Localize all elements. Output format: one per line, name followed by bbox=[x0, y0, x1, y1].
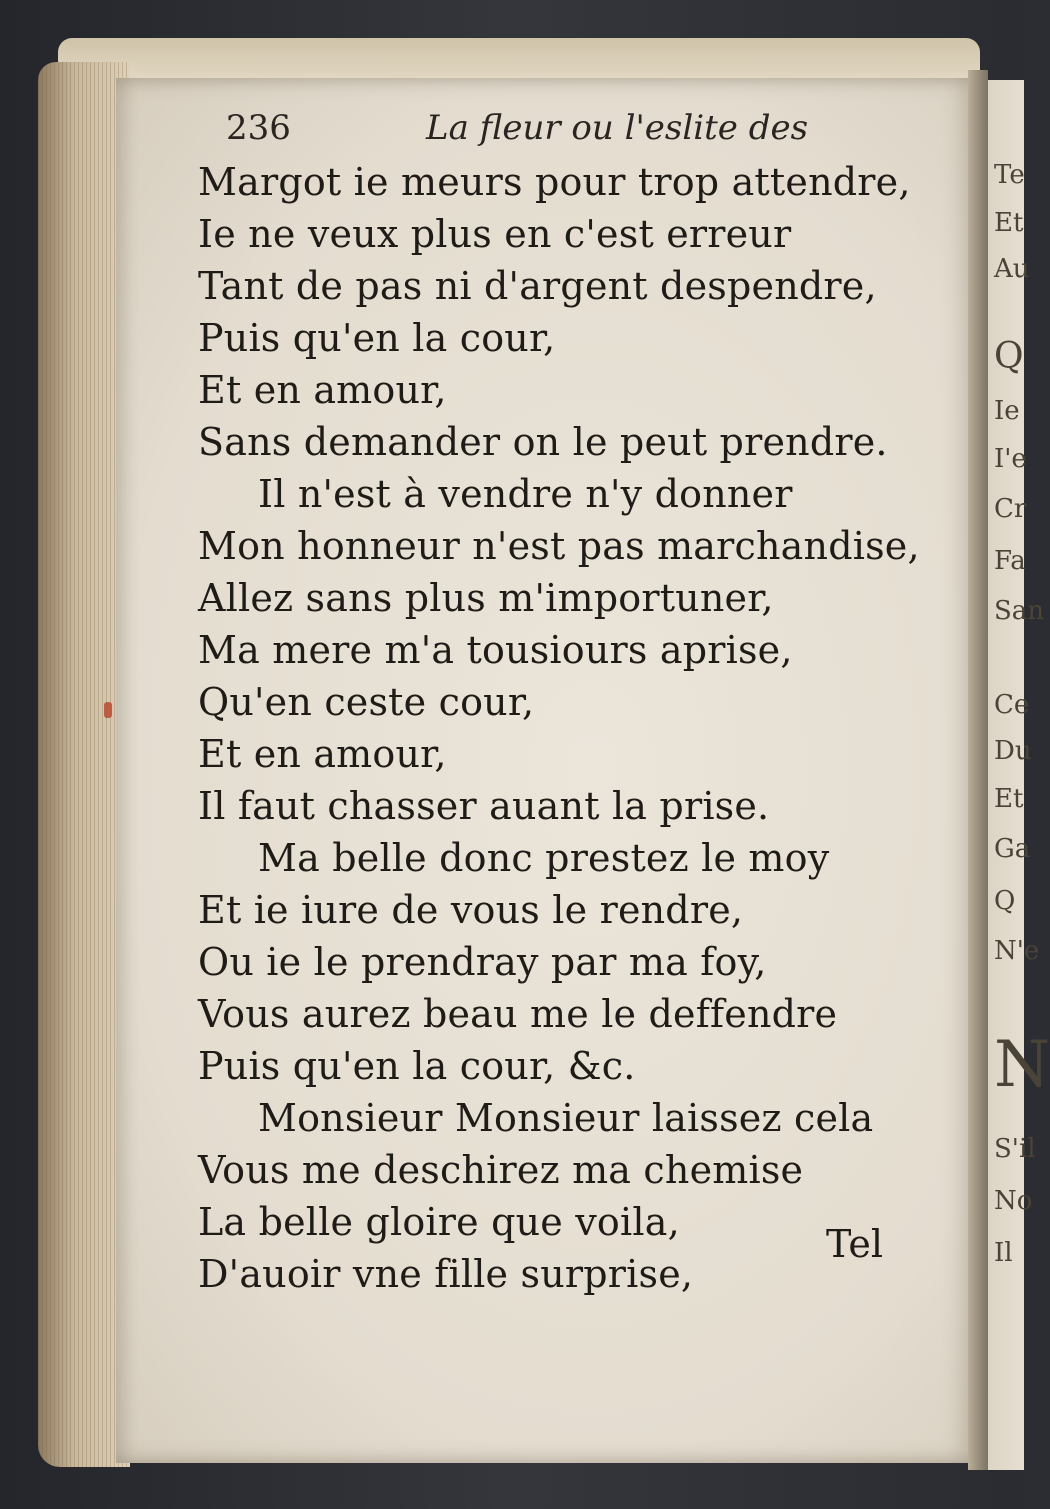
verse-line: Vous me deschirez ma chemise bbox=[198, 1148, 804, 1192]
facing-page-fragment: No bbox=[994, 1186, 1033, 1216]
verse-line: Monsieur Monsieur laissez cela bbox=[258, 1096, 874, 1140]
verse-line: Margot ie meurs pour trop attendre, bbox=[198, 160, 911, 204]
verse-line: Tant de pas ni d'argent despendre, bbox=[198, 264, 877, 308]
facing-page bbox=[988, 80, 1050, 1470]
red-ink-mark bbox=[104, 702, 112, 718]
facing-page-fragment: Il bbox=[994, 1238, 1013, 1268]
verse-line: Et en amour, bbox=[198, 732, 447, 776]
facing-page-fragment: Cr bbox=[994, 494, 1027, 524]
page-number: 236 bbox=[226, 108, 291, 148]
verse-line: Mon honneur n'est pas marchandise, bbox=[198, 524, 920, 568]
facing-page-fragment: Et bbox=[994, 208, 1024, 238]
verse-line: Ou ie le prendray par ma foy, bbox=[198, 940, 767, 984]
verse-line: La belle gloire que voila, bbox=[198, 1200, 680, 1244]
verse-line: D'auoir vne fille surprise, bbox=[198, 1252, 694, 1296]
facing-page-fragment: Fa bbox=[994, 546, 1026, 576]
verse-line: Il faut chasser auant la prise. bbox=[198, 784, 770, 828]
verse-line: Qu'en ceste cour, bbox=[198, 680, 535, 724]
verse-line: Ma mere m'a tousiours aprise, bbox=[198, 628, 793, 672]
facing-page-fragment: Te bbox=[994, 160, 1025, 190]
verse-line: Vous aurez beau me le deffendre bbox=[198, 992, 838, 1036]
verse-line: Il n'est à vendre n'y donner bbox=[258, 472, 793, 516]
facing-page-fragment: S'il bbox=[994, 1134, 1036, 1164]
facing-page-fragment: N'e bbox=[994, 936, 1040, 966]
facing-page-fragment: N bbox=[994, 1028, 1050, 1102]
verse-line: Puis qu'en la cour, &c. bbox=[198, 1044, 636, 1088]
facing-page-fragment: San bbox=[994, 596, 1045, 626]
song-verse bbox=[198, 156, 920, 1300]
verse-line: Allez sans plus m'importuner, bbox=[198, 576, 774, 620]
running-head bbox=[226, 108, 809, 158]
verse-line: Ma belle donc prestez le moy bbox=[258, 836, 830, 880]
facing-page-fragment: Du bbox=[994, 736, 1032, 766]
book-gutter bbox=[968, 70, 988, 1470]
facing-page-fragment: Au bbox=[994, 254, 1030, 284]
running-title: La fleur ou l'eslite des bbox=[426, 108, 809, 148]
facing-page-fragment: Et bbox=[994, 784, 1024, 814]
facing-page-fragment: Ce bbox=[994, 690, 1030, 720]
verse-line: Et en amour, bbox=[198, 368, 447, 412]
verse-line: Sans demander on le peut prendre. bbox=[198, 420, 888, 464]
facing-page-fragment: Ie bbox=[994, 396, 1020, 426]
facing-page-fragment: Q bbox=[994, 336, 1024, 377]
facing-page-fragment: Q bbox=[994, 886, 1016, 916]
facing-page-fragment: Ga bbox=[994, 834, 1031, 864]
verse-line: Et ie iure de vous le rendre, bbox=[198, 888, 744, 932]
book-top-edge bbox=[58, 38, 980, 78]
catchword: Tel bbox=[826, 1222, 884, 1266]
verse-line: Ie ne veux plus en c'est erreur bbox=[198, 212, 792, 256]
facing-page-fragment: I'e bbox=[994, 444, 1027, 474]
verse-line: Puis qu'en la cour, bbox=[198, 316, 556, 360]
